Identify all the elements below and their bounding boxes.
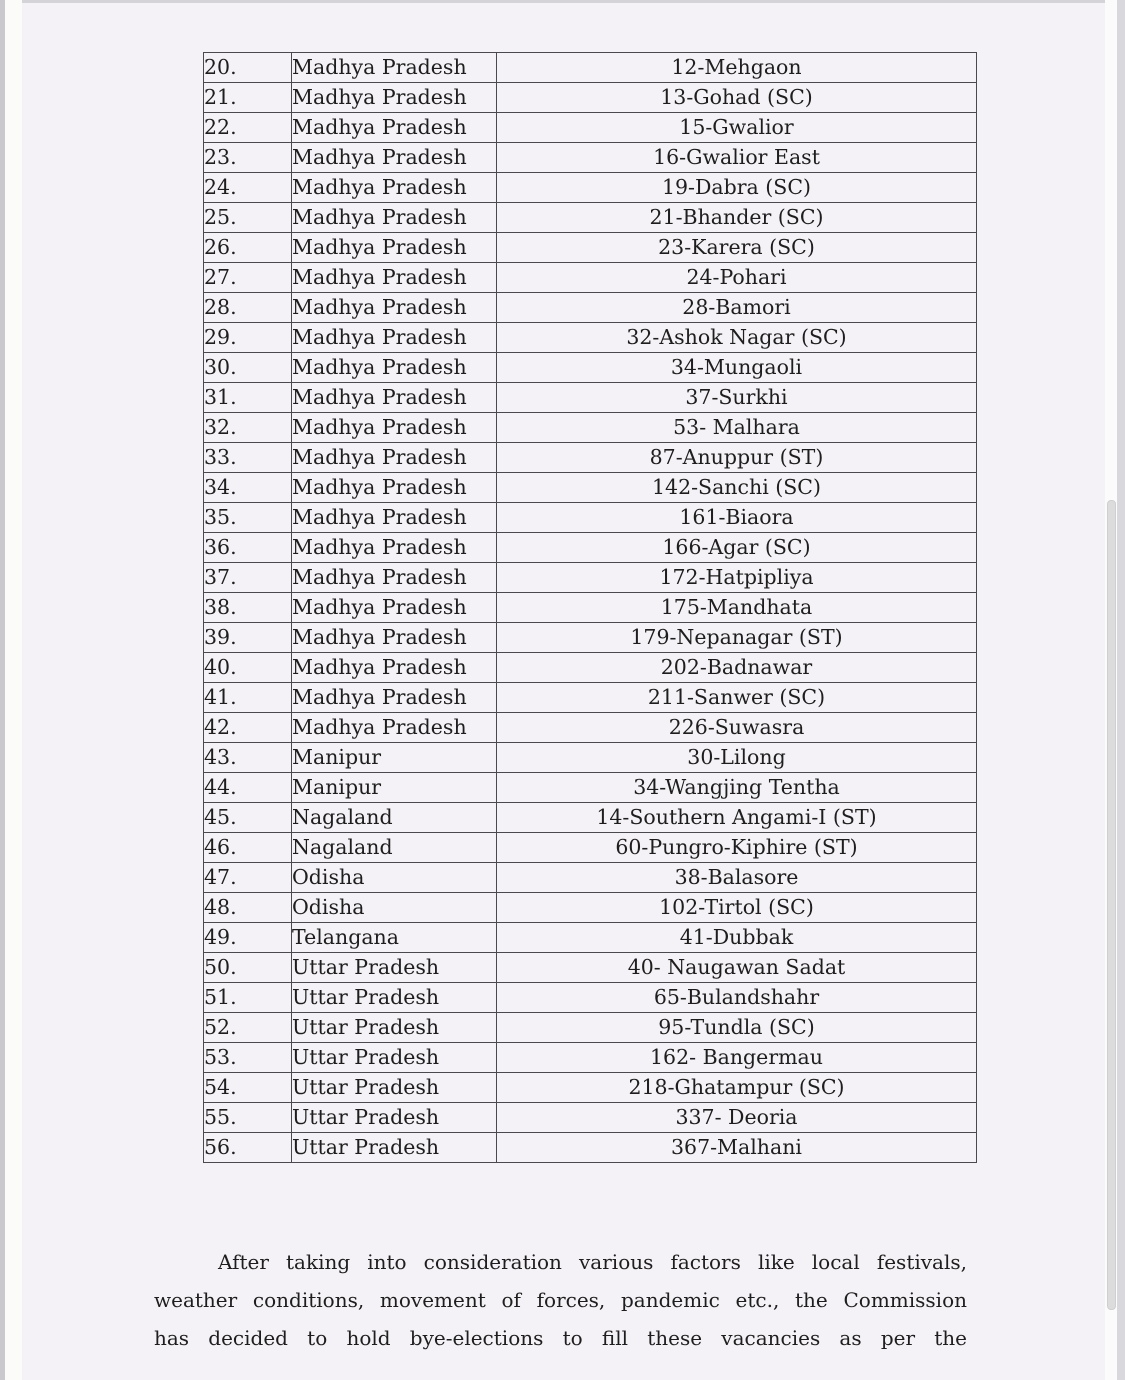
constituency-cell: 53- Malhara — [497, 413, 977, 443]
table-row — [204, 923, 977, 953]
state-cell: Odisha — [292, 863, 497, 893]
serial-number-cell: 34. — [204, 473, 292, 503]
table-row — [204, 563, 977, 593]
constituency-cell: 38-Balasore — [497, 863, 977, 893]
constituency-cell: 12-Mehgaon — [497, 53, 977, 83]
table-row — [204, 473, 977, 503]
serial-number-cell: 55. — [204, 1103, 292, 1133]
serial-number-cell: 43. — [204, 743, 292, 773]
table-row — [204, 1133, 977, 1163]
serial-number-cell: 36. — [204, 533, 292, 563]
table-row — [204, 503, 977, 533]
table-row — [204, 1013, 977, 1043]
serial-number-cell: 32. — [204, 413, 292, 443]
scrollbar-thumb[interactable] — [1107, 500, 1116, 1310]
state-cell: Madhya Pradesh — [292, 503, 497, 533]
table-row — [204, 323, 977, 353]
serial-number-cell: 44. — [204, 773, 292, 803]
serial-number-cell: 29. — [204, 323, 292, 353]
body-paragraph — [154, 1243, 967, 1357]
constituency-cell: 202-Badnawar — [497, 653, 977, 683]
constituency-cell: 34-Mungaoli — [497, 353, 977, 383]
table-row — [204, 263, 977, 293]
state-cell: Madhya Pradesh — [292, 233, 497, 263]
table-row — [204, 113, 977, 143]
constituency-cell: 28-Bamori — [497, 293, 977, 323]
table-row — [204, 1073, 977, 1103]
state-cell: Uttar Pradesh — [292, 1043, 497, 1073]
state-cell: Madhya Pradesh — [292, 353, 497, 383]
constituency-cell: 95-Tundla (SC) — [497, 1013, 977, 1043]
table-row — [204, 893, 977, 923]
table-row — [204, 623, 977, 653]
state-cell: Madhya Pradesh — [292, 203, 497, 233]
constituency-cell: 65-Bulandshahr — [497, 983, 977, 1013]
state-cell: Madhya Pradesh — [292, 653, 497, 683]
serial-number-cell: 30. — [204, 353, 292, 383]
serial-number-cell: 47. — [204, 863, 292, 893]
constituency-cell: 40- Naugawan Sadat — [497, 953, 977, 983]
table-row — [204, 713, 977, 743]
table-row — [204, 53, 977, 83]
serial-number-cell: 41. — [204, 683, 292, 713]
serial-number-cell: 38. — [204, 593, 292, 623]
serial-number-cell: 31. — [204, 383, 292, 413]
table-row — [204, 593, 977, 623]
table-row — [204, 743, 977, 773]
state-cell: Madhya Pradesh — [292, 413, 497, 443]
serial-number-cell: 54. — [204, 1073, 292, 1103]
constituency-cell: 15-Gwalior — [497, 113, 977, 143]
serial-number-cell: 23. — [204, 143, 292, 173]
serial-number-cell: 33. — [204, 443, 292, 473]
state-cell: Madhya Pradesh — [292, 443, 497, 473]
constituency-cell: 23-Karera (SC) — [497, 233, 977, 263]
page-left-gutter — [5, 0, 22, 1380]
serial-number-cell: 40. — [204, 653, 292, 683]
table-row — [204, 1043, 977, 1073]
constituency-cell: 24-Pohari — [497, 263, 977, 293]
serial-number-cell: 51. — [204, 983, 292, 1013]
serial-number-cell: 21. — [204, 83, 292, 113]
constituency-cell: 14-Southern Angami-I (ST) — [497, 803, 977, 833]
serial-number-cell: 26. — [204, 233, 292, 263]
table-row — [204, 653, 977, 683]
constituency-cell: 41-Dubbak — [497, 923, 977, 953]
constituency-cell: 102-Tirtol (SC) — [497, 893, 977, 923]
table-row — [204, 863, 977, 893]
serial-number-cell: 46. — [204, 833, 292, 863]
serial-number-cell: 24. — [204, 173, 292, 203]
constituency-cell: 226-Suwasra — [497, 713, 977, 743]
state-cell: Nagaland — [292, 803, 497, 833]
constituency-cell: 37-Surkhi — [497, 383, 977, 413]
serial-number-cell: 25. — [204, 203, 292, 233]
serial-number-cell: 37. — [204, 563, 292, 593]
state-cell: Nagaland — [292, 833, 497, 863]
table-row — [204, 683, 977, 713]
state-cell: Manipur — [292, 773, 497, 803]
bye-election-constituency-table — [203, 52, 977, 1163]
state-cell: Odisha — [292, 893, 497, 923]
serial-number-cell: 42. — [204, 713, 292, 743]
state-cell: Madhya Pradesh — [292, 563, 497, 593]
state-cell: Madhya Pradesh — [292, 293, 497, 323]
serial-number-cell: 39. — [204, 623, 292, 653]
state-cell: Madhya Pradesh — [292, 323, 497, 353]
constituency-cell: 218-Ghatampur (SC) — [497, 1073, 977, 1103]
table-row — [204, 203, 977, 233]
constituency-cell: 87-Anuppur (ST) — [497, 443, 977, 473]
state-cell: Madhya Pradesh — [292, 263, 497, 293]
constituency-cell: 162- Bangermau — [497, 1043, 977, 1073]
paragraph-line: weather conditions, movement of forces, pandemic etc., the Commission — [154, 1288, 967, 1312]
state-cell: Madhya Pradesh — [292, 593, 497, 623]
serial-number-cell: 20. — [204, 53, 292, 83]
table-row — [204, 233, 977, 263]
constituency-cell: 211-Sanwer (SC) — [497, 683, 977, 713]
constituency-cell: 367-Malhani — [497, 1133, 977, 1163]
state-cell: Madhya Pradesh — [292, 383, 497, 413]
table-row — [204, 1103, 977, 1133]
state-cell: Madhya Pradesh — [292, 683, 497, 713]
table-row — [204, 833, 977, 863]
table-row — [204, 803, 977, 833]
table-row — [204, 443, 977, 473]
state-cell: Madhya Pradesh — [292, 53, 497, 83]
constituency-cell: 13-Gohad (SC) — [497, 83, 977, 113]
state-cell: Manipur — [292, 743, 497, 773]
constituency-cell: 161-Biaora — [497, 503, 977, 533]
serial-number-cell: 48. — [204, 893, 292, 923]
constituency-cell: 166-Agar (SC) — [497, 533, 977, 563]
serial-number-cell: 22. — [204, 113, 292, 143]
state-cell: Uttar Pradesh — [292, 1013, 497, 1043]
constituency-cell: 16-Gwalior East — [497, 143, 977, 173]
serial-number-cell: 56. — [204, 1133, 292, 1163]
state-cell: Uttar Pradesh — [292, 1133, 497, 1163]
constituency-cell: 60-Pungro-Kiphire (ST) — [497, 833, 977, 863]
table-row — [204, 143, 977, 173]
state-cell: Telangana — [292, 923, 497, 953]
state-cell: Madhya Pradesh — [292, 713, 497, 743]
paragraph-line: has decided to hold bye-elections to fill these vacancies as per the — [154, 1326, 967, 1350]
state-cell: Madhya Pradesh — [292, 143, 497, 173]
table-row — [204, 983, 977, 1013]
state-cell: Uttar Pradesh — [292, 1103, 497, 1133]
table-row — [204, 293, 977, 323]
state-cell: Madhya Pradesh — [292, 113, 497, 143]
serial-number-cell: 35. — [204, 503, 292, 533]
constituency-cell: 175-Mandhata — [497, 593, 977, 623]
serial-number-cell: 52. — [204, 1013, 292, 1043]
serial-number-cell: 45. — [204, 803, 292, 833]
state-cell: Uttar Pradesh — [292, 1073, 497, 1103]
constituency-cell: 179-Nepanagar (ST) — [497, 623, 977, 653]
constituency-cell: 142-Sanchi (SC) — [497, 473, 977, 503]
table-row — [204, 83, 977, 113]
serial-number-cell: 49. — [204, 923, 292, 953]
constituency-cell: 34-Wangjing Tentha — [497, 773, 977, 803]
table-body — [204, 53, 977, 1163]
constituency-cell: 337- Deoria — [497, 1103, 977, 1133]
state-cell: Uttar Pradesh — [292, 983, 497, 1013]
state-cell: Uttar Pradesh — [292, 953, 497, 983]
state-cell: Madhya Pradesh — [292, 623, 497, 653]
table-row — [204, 533, 977, 563]
table-row — [204, 173, 977, 203]
serial-number-cell: 27. — [204, 263, 292, 293]
table-row — [204, 953, 977, 983]
constituency-cell: 21-Bhander (SC) — [497, 203, 977, 233]
constituency-cell: 30-Lilong — [497, 743, 977, 773]
table-row — [204, 773, 977, 803]
constituency-cell: 172-Hatpipliya — [497, 563, 977, 593]
state-cell: Madhya Pradesh — [292, 473, 497, 503]
scrollbar-track[interactable] — [1117, 0, 1125, 1380]
state-cell: Madhya Pradesh — [292, 533, 497, 563]
paragraph-line: After taking into consideration various factors like local festivals, — [218, 1250, 967, 1274]
table-row — [204, 353, 977, 383]
serial-number-cell: 28. — [204, 293, 292, 323]
state-cell: Madhya Pradesh — [292, 173, 497, 203]
serial-number-cell: 50. — [204, 953, 292, 983]
table-row — [204, 383, 977, 413]
state-cell: Madhya Pradesh — [292, 83, 497, 113]
constituency-cell: 32-Ashok Nagar (SC) — [497, 323, 977, 353]
serial-number-cell: 53. — [204, 1043, 292, 1073]
table-row — [204, 413, 977, 443]
constituency-cell: 19-Dabra (SC) — [497, 173, 977, 203]
